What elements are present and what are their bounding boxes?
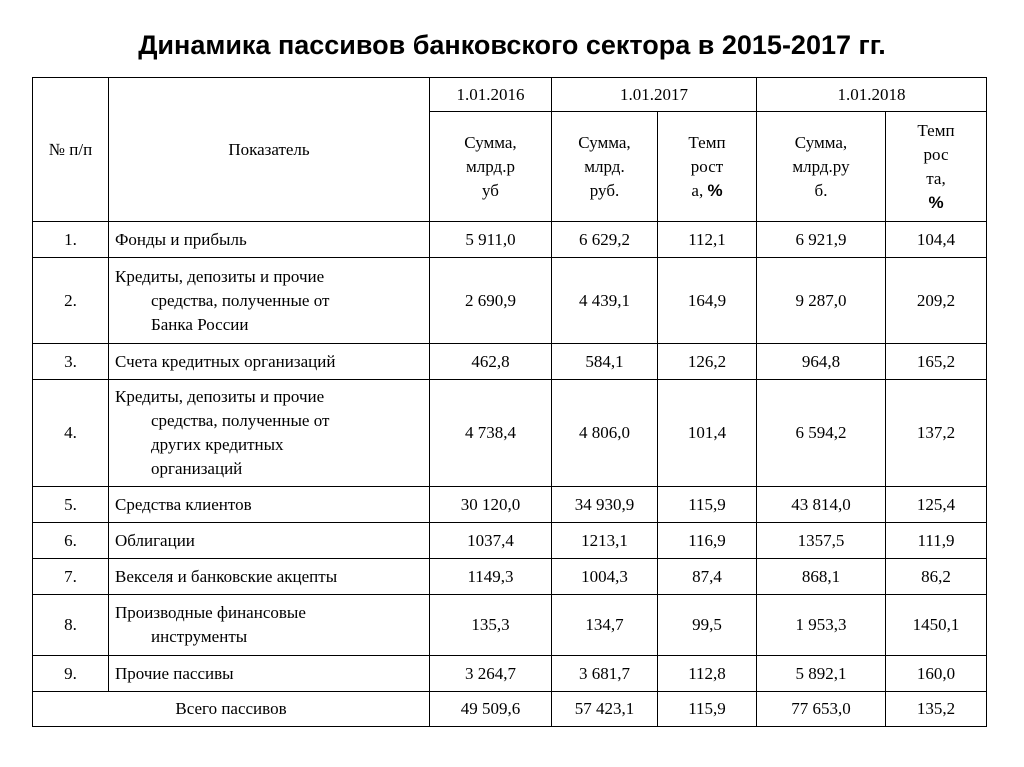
header-sum-2018: Сумма, млрд.ру б. — [757, 112, 886, 222]
cell-sum-2018: 1357,5 — [757, 523, 886, 559]
total-growth-2017: 115,9 — [658, 692, 757, 727]
cell-sum-2016: 462,8 — [430, 344, 552, 380]
cell-growth-2018: 160,0 — [886, 656, 987, 692]
table-row — [33, 523, 987, 559]
header-date-2017: 1.01.2017 — [552, 78, 757, 112]
total-sum-2016: 49 509,6 — [430, 692, 552, 727]
header-sum-2016: Сумма, млрд.р уб — [430, 112, 552, 222]
table-row — [33, 595, 987, 656]
cell-sum-2017: 4 806,0 — [552, 380, 658, 487]
cell-sum-2018: 868,1 — [757, 559, 886, 595]
cell-sum-2017: 4 439,1 — [552, 258, 658, 344]
row-number: 5. — [33, 487, 109, 523]
header-date-2018: 1.01.2018 — [757, 78, 987, 112]
liabilities-table — [32, 77, 987, 727]
cell-growth-2018: 111,9 — [886, 523, 987, 559]
cell-sum-2017: 3 681,7 — [552, 656, 658, 692]
cell-growth-2018: 165,2 — [886, 344, 987, 380]
cell-growth-2018: 1450,1 — [886, 595, 987, 656]
total-sum-2018: 77 653,0 — [757, 692, 886, 727]
cell-growth-2017: 99,5 — [658, 595, 757, 656]
cell-growth-2018: 86,2 — [886, 559, 987, 595]
total-label: Всего пассивов — [33, 692, 430, 727]
header-date-2016: 1.01.2016 — [430, 78, 552, 112]
row-indicator: Счета кредитных организаций — [109, 344, 430, 380]
cell-sum-2016: 3 264,7 — [430, 656, 552, 692]
row-number: 7. — [33, 559, 109, 595]
cell-sum-2017: 134,7 — [552, 595, 658, 656]
cell-sum-2018: 43 814,0 — [757, 487, 886, 523]
row-indicator: Облигации — [109, 523, 430, 559]
header-sum-2017: Сумма, млрд. руб. — [552, 112, 658, 222]
header-num: № п/п — [33, 78, 109, 222]
cell-sum-2018: 5 892,1 — [757, 656, 886, 692]
table-row — [33, 656, 987, 692]
cell-sum-2017: 6 629,2 — [552, 222, 658, 258]
header-indicator: Показатель — [109, 78, 430, 222]
cell-sum-2017: 584,1 — [552, 344, 658, 380]
row-indicator: Фонды и прибыль — [109, 222, 430, 258]
cell-sum-2018: 1 953,3 — [757, 595, 886, 656]
cell-sum-2016: 1037,4 — [430, 523, 552, 559]
total-sum-2017: 57 423,1 — [552, 692, 658, 727]
cell-sum-2016: 1149,3 — [430, 559, 552, 595]
cell-sum-2016: 135,3 — [430, 595, 552, 656]
row-indicator: Средства клиентов — [109, 487, 430, 523]
total-row — [33, 692, 987, 727]
table-row — [33, 487, 987, 523]
cell-sum-2016: 4 738,4 — [430, 380, 552, 487]
cell-sum-2018: 964,8 — [757, 344, 886, 380]
row-indicator: Прочие пассивы — [109, 656, 430, 692]
row-number: 1. — [33, 222, 109, 258]
cell-growth-2018: 209,2 — [886, 258, 987, 344]
cell-growth-2017: 101,4 — [658, 380, 757, 487]
cell-sum-2017: 1004,3 — [552, 559, 658, 595]
header-temp-2017: Темп рост а, % — [658, 112, 757, 222]
row-number: 3. — [33, 344, 109, 380]
total-growth-2018: 135,2 — [886, 692, 987, 727]
cell-growth-2018: 137,2 — [886, 380, 987, 487]
table-row — [33, 222, 987, 258]
row-indicator: Кредиты, депозиты и прочие средства, полученные от других кредитных организаций — [109, 380, 430, 487]
cell-growth-2018: 125,4 — [886, 487, 987, 523]
cell-growth-2017: 112,8 — [658, 656, 757, 692]
row-number: 2. — [33, 258, 109, 344]
row-indicator: Кредиты, депозиты и прочие средства, полученные от Банка России — [109, 258, 430, 344]
table-row — [33, 344, 987, 380]
row-number: 4. — [33, 380, 109, 487]
row-number: 6. — [33, 523, 109, 559]
cell-sum-2016: 5 911,0 — [430, 222, 552, 258]
cell-sum-2016: 30 120,0 — [430, 487, 552, 523]
cell-sum-2017: 1213,1 — [552, 523, 658, 559]
table-row — [33, 380, 987, 487]
cell-growth-2017: 116,9 — [658, 523, 757, 559]
cell-growth-2017: 115,9 — [658, 487, 757, 523]
table-row — [33, 258, 987, 344]
row-number: 9. — [33, 656, 109, 692]
page-title: Динамика пассивов банковского сектора в 2015-2017 гг. — [138, 30, 886, 60]
row-indicator: Производные финансовые инструменты — [109, 595, 430, 656]
row-number: 8. — [33, 595, 109, 656]
header-temp-2018: Темп рос та, % — [886, 112, 987, 222]
cell-sum-2017: 34 930,9 — [552, 487, 658, 523]
table-row — [33, 559, 987, 595]
row-indicator: Векселя и банковские акцепты — [109, 559, 430, 595]
cell-sum-2016: 2 690,9 — [430, 258, 552, 344]
cell-sum-2018: 6 594,2 — [757, 380, 886, 487]
cell-growth-2017: 164,9 — [658, 258, 757, 344]
cell-sum-2018: 6 921,9 — [757, 222, 886, 258]
cell-sum-2018: 9 287,0 — [757, 258, 886, 344]
cell-growth-2018: 104,4 — [886, 222, 987, 258]
cell-growth-2017: 112,1 — [658, 222, 757, 258]
cell-growth-2017: 87,4 — [658, 559, 757, 595]
cell-growth-2017: 126,2 — [658, 344, 757, 380]
